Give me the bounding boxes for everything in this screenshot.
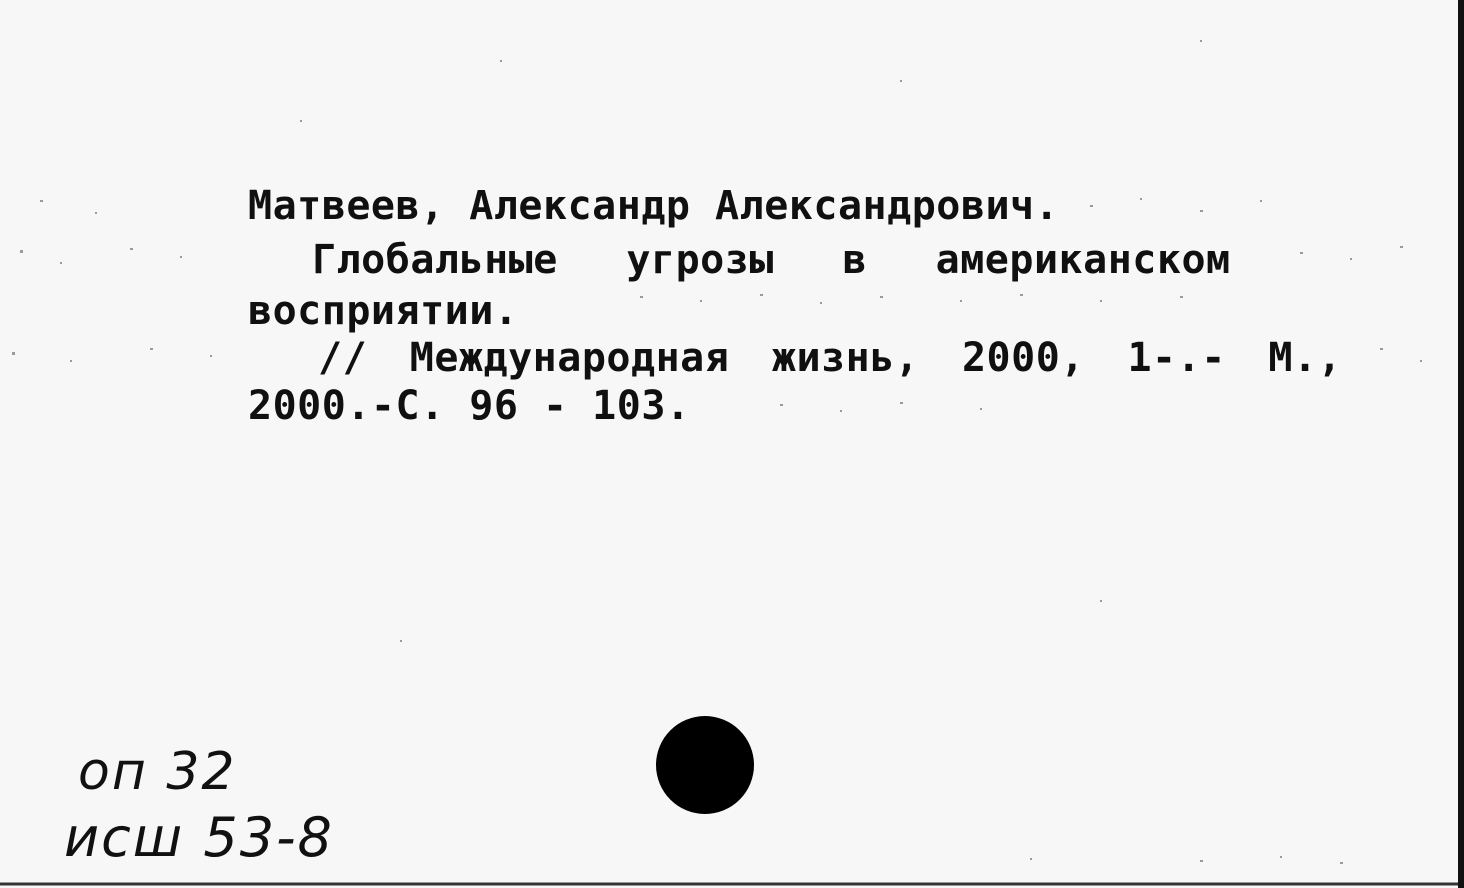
card-edge xyxy=(1458,0,1464,888)
author-line: Матвеев, Александр Александрович. xyxy=(248,183,1060,229)
title-line: Глобальные угрозы в американском xyxy=(312,237,1231,283)
pages-line: 2000.-С. 96 - 103. xyxy=(248,383,691,429)
shelf-mark-2: исш 53-8 xyxy=(64,806,334,869)
source-line: // Международная жизнь, 2000, 1-.- М., xyxy=(318,335,1343,381)
shelf-mark-1: оп 32 xyxy=(78,742,237,802)
title-continuation-line: восприятии. xyxy=(248,288,519,334)
punch-hole xyxy=(656,716,754,814)
